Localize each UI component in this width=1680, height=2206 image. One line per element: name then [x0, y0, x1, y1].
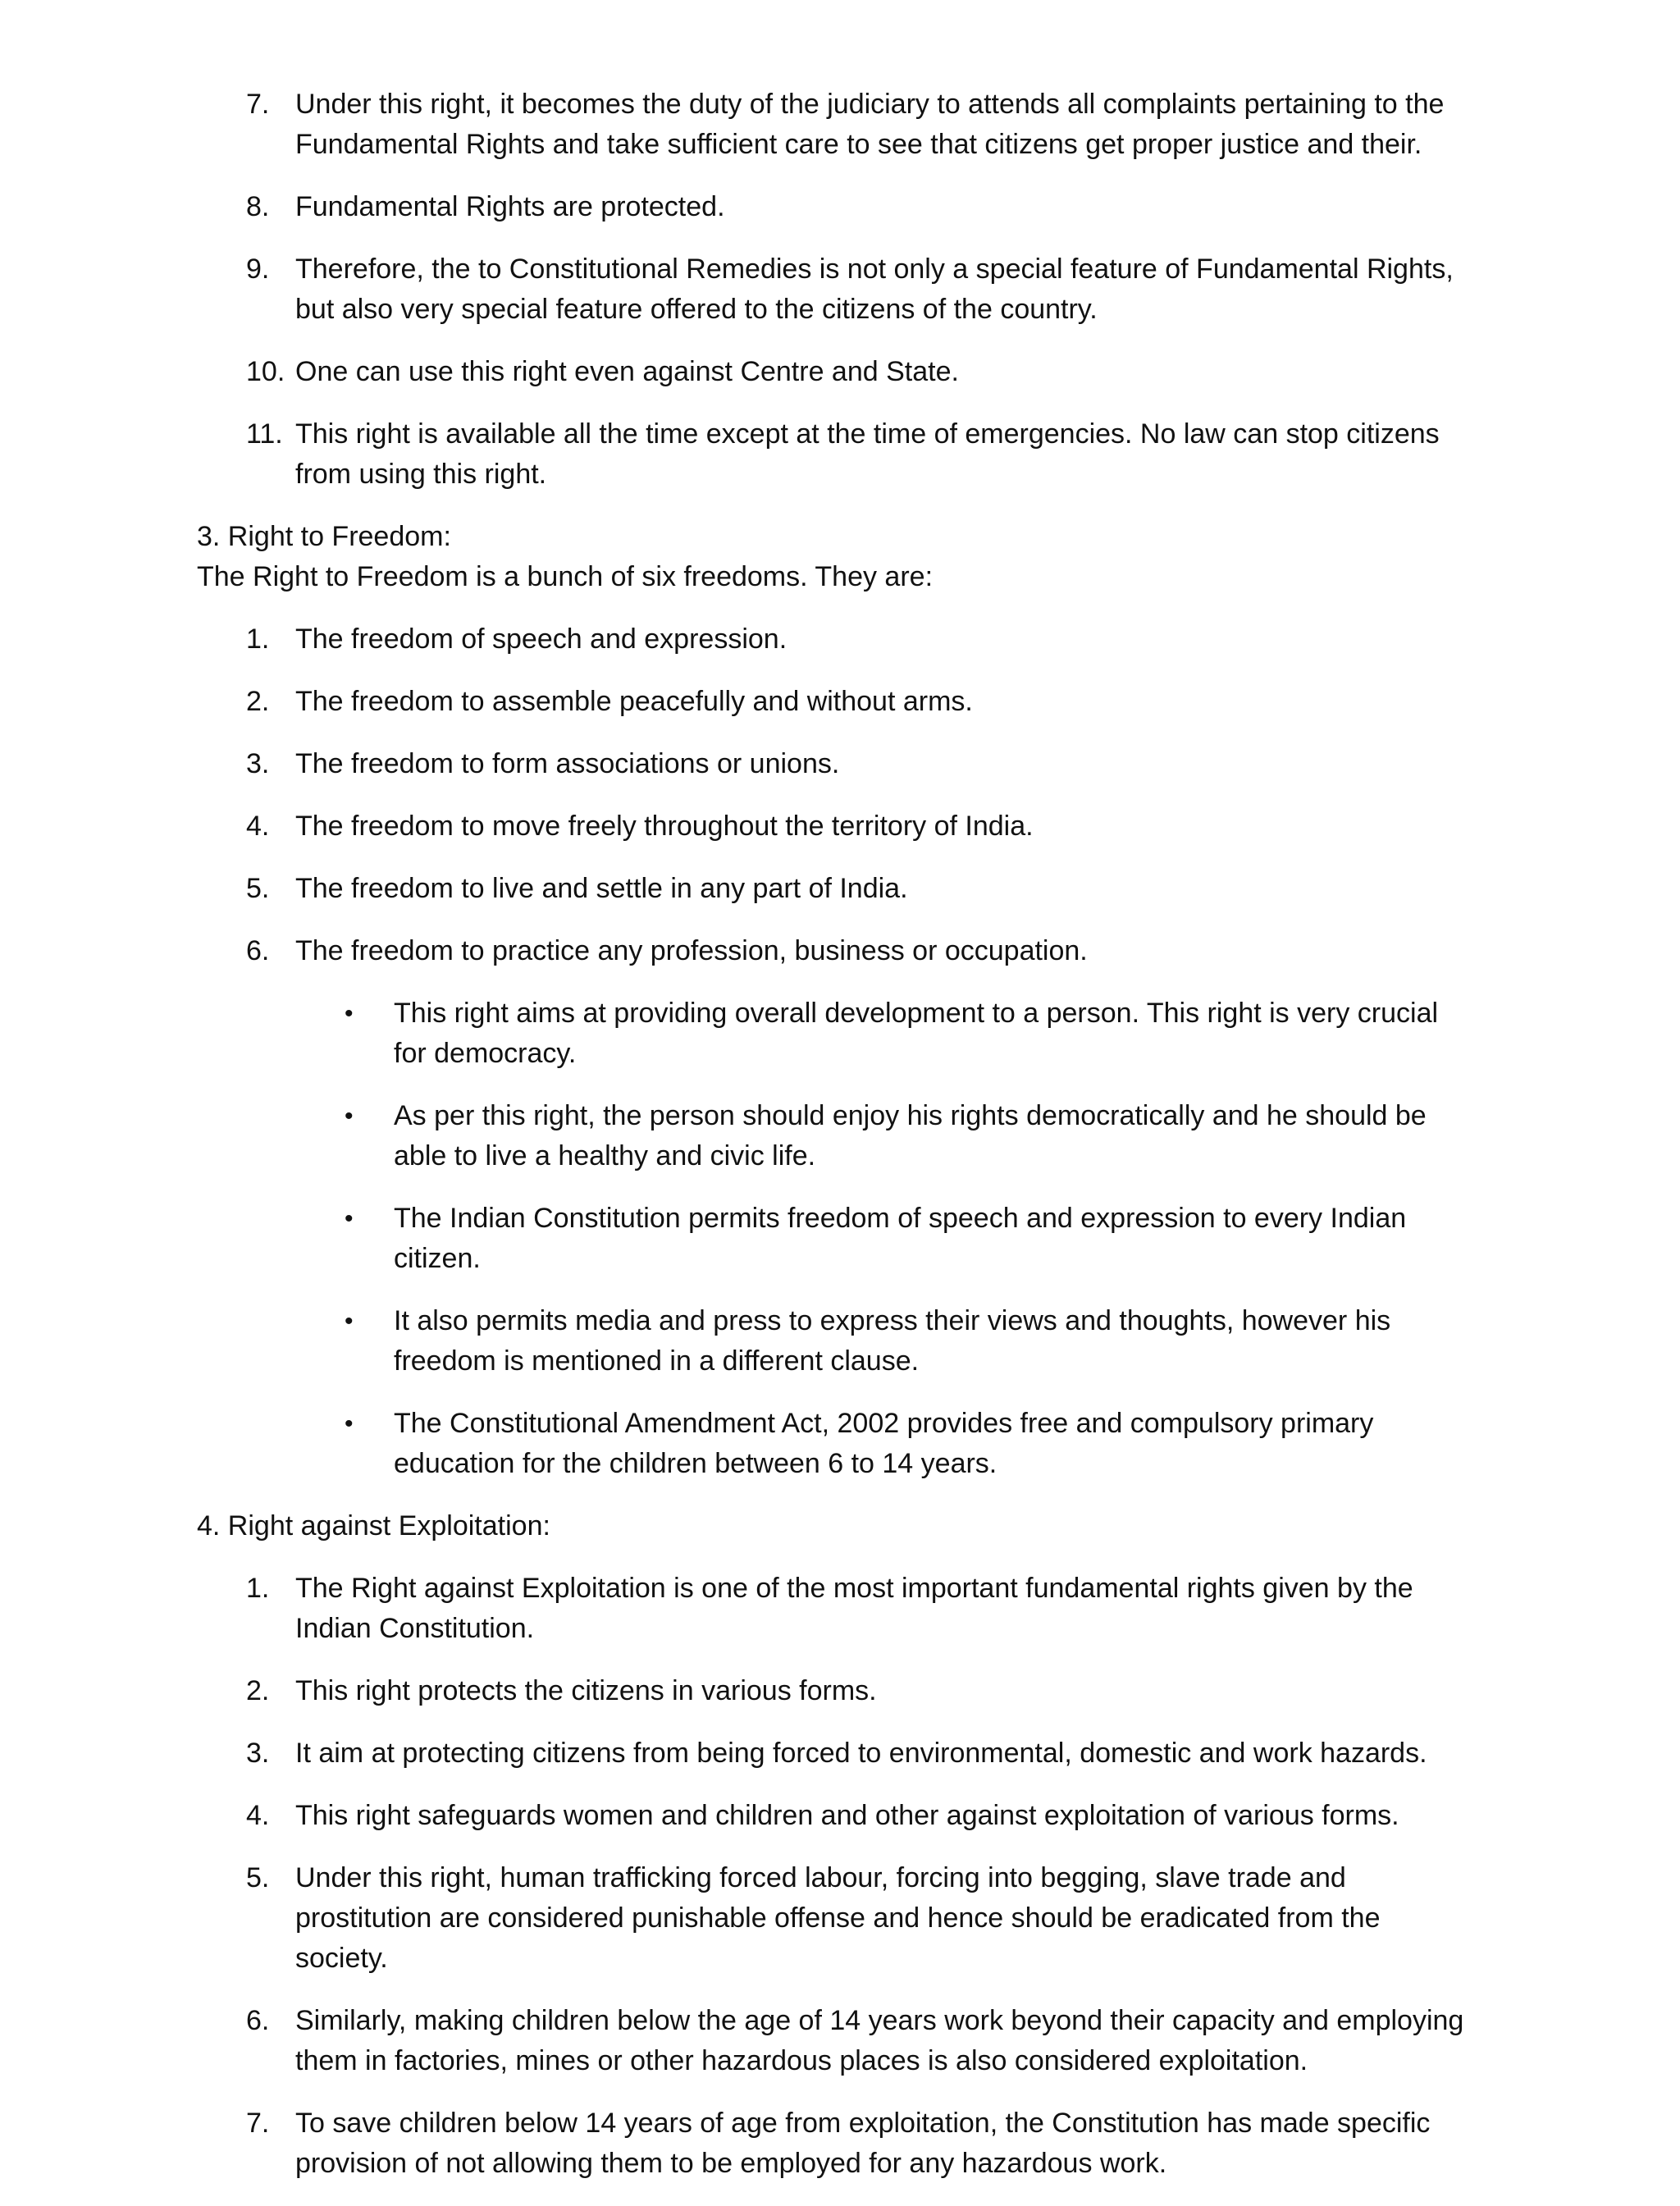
- bullet-icon: •: [345, 1000, 354, 1027]
- freedom-bullet-list: [197, 993, 1477, 1484]
- bullet-icon: •: [345, 1308, 354, 1335]
- list-number: 11.: [246, 418, 283, 450]
- list-item-text: Under this right, it becomes the duty of the judiciary to attends all complaints pertaining to the Fundamental Rights and take sufficient care to see that citizens get proper justice and their.: [295, 89, 1445, 160]
- list-item: [197, 187, 1477, 227]
- list-item: [197, 931, 1477, 971]
- list-item: [197, 352, 1477, 392]
- list-number: 3.: [246, 748, 270, 779]
- list-item-text: The freedom of speech and expression.: [295, 623, 788, 655]
- list-item: [197, 1858, 1477, 1979]
- list-number: 1.: [246, 623, 270, 655]
- bullet-item-text: The Indian Constitution permits freedom of speech and expression to every Indian citizen.: [394, 1203, 1407, 1274]
- list-item: [197, 682, 1477, 722]
- list-item-text: The Right against Exploitation is one of the most important fundamental rights given by the Indian Constitution.: [295, 1573, 1413, 1644]
- list-item-text: This right is available all the time except at the time of emergencies. No law can stop citizens from using this right.: [295, 418, 1440, 490]
- bullet-item: [197, 1301, 1477, 1382]
- list-item-text: This right safeguards women and children and other against exploitation of various forms.: [295, 1800, 1399, 1831]
- list-item-text: The freedom to practice any profession, business or occupation.: [295, 935, 1088, 966]
- list-item: [197, 806, 1477, 847]
- remedies-list: [197, 84, 1477, 495]
- list-number: 7.: [246, 89, 270, 120]
- list-number: 4.: [246, 1800, 270, 1831]
- list-item: [197, 2001, 1477, 2081]
- bullet-icon: •: [345, 1410, 354, 1437]
- list-item: [197, 1671, 1477, 1711]
- section-intro-freedom: The Right to Freedom is a bunch of six freedoms. They are:: [197, 561, 934, 592]
- list-item-text: The freedom to live and settle in any part of India.: [295, 873, 908, 904]
- document-body: [197, 84, 1477, 2206]
- exploitation-heading-block: [197, 1506, 1477, 1546]
- list-item-text: Similarly, making children below the age of 14 years work beyond their capacity and employing them in factories, mines or other hazardous places is also considered exploitation.: [295, 2005, 1464, 2076]
- list-number: 6.: [246, 2005, 270, 2036]
- freedom-heading-block: [197, 517, 1477, 597]
- bullet-item: [197, 1199, 1477, 1279]
- list-number: 10.: [246, 356, 285, 387]
- list-item-text: The freedom to form associations or unions.: [295, 748, 840, 779]
- list-item-text: Fundamental Rights are protected.: [295, 191, 725, 222]
- bullet-item-text: It also permits media and press to express their views and thoughts, however his freedom is mentioned in a different clause.: [394, 1305, 1391, 1377]
- section-heading-freedom: 3. Right to Freedom:: [197, 521, 451, 552]
- list-number: 7.: [246, 2108, 270, 2139]
- list-item: [197, 84, 1477, 165]
- list-item: [197, 1569, 1477, 1649]
- list-number: 2.: [246, 1675, 270, 1706]
- list-number: 4.: [246, 811, 270, 842]
- list-item: [197, 744, 1477, 784]
- list-number: 9.: [246, 253, 270, 285]
- list-item-text: This right protects the citizens in various forms.: [295, 1675, 877, 1706]
- bullet-icon: •: [345, 1103, 354, 1130]
- exploitation-list: [197, 1569, 1477, 2184]
- bullet-item-text: The Constitutional Amendment Act, 2002 provides free and compulsory primary education for the children between 6 to 14 years.: [394, 1408, 1374, 1479]
- freedom-list: [197, 619, 1477, 971]
- list-item: [197, 1796, 1477, 1836]
- list-item: [197, 2103, 1477, 2184]
- bullet-item: [197, 1096, 1477, 1176]
- list-item-text: Therefore, the to Constitutional Remedies is not only a special feature of Fundamental Rights, but also very special feature offered to the citizens of the country.: [295, 253, 1454, 325]
- list-item-text: It aim at protecting citizens from being forced to environmental, domestic and work hazards.: [295, 1738, 1427, 1769]
- list-number: 3.: [246, 1738, 270, 1769]
- list-number: 1.: [246, 1573, 270, 1604]
- bullet-icon: •: [345, 1205, 354, 1232]
- list-item-text: To save children below 14 years of age from exploitation, the Constitution has made specific provision of not allowing them to be employed for any hazardous work.: [295, 2108, 1431, 2179]
- list-number: 2.: [246, 686, 270, 717]
- list-number: 5.: [246, 1862, 270, 1893]
- list-item: [197, 869, 1477, 909]
- bullet-item-text: This right aims at providing overall development to a person. This right is very crucial for democracy.: [394, 998, 1439, 1069]
- list-number: 5.: [246, 873, 270, 904]
- list-item-text: The freedom to assemble peacefully and without arms.: [295, 686, 973, 717]
- list-item-text: The freedom to move freely throughout the territory of India.: [295, 811, 1034, 842]
- list-item: [197, 249, 1477, 330]
- bullet-item: [197, 993, 1477, 1074]
- list-item: [197, 414, 1477, 495]
- list-item: [197, 619, 1477, 660]
- bullet-item: [197, 1404, 1477, 1484]
- list-item-text: One can use this right even against Centre and State.: [295, 356, 959, 387]
- list-number: 6.: [246, 935, 270, 966]
- bullet-item-text: As per this right, the person should enjoy his rights democratically and he should be able to live a healthy and civic life.: [394, 1100, 1427, 1172]
- list-item-text: Under this right, human trafficking forced labour, forcing into begging, slave trade and prostitution are considered punishable offense and hence should be eradicated from the society.: [295, 1862, 1381, 1974]
- section-heading-exploitation: 4. Right against Exploitation:: [197, 1510, 550, 1541]
- list-item: [197, 1733, 1477, 1774]
- list-number: 8.: [246, 191, 270, 222]
